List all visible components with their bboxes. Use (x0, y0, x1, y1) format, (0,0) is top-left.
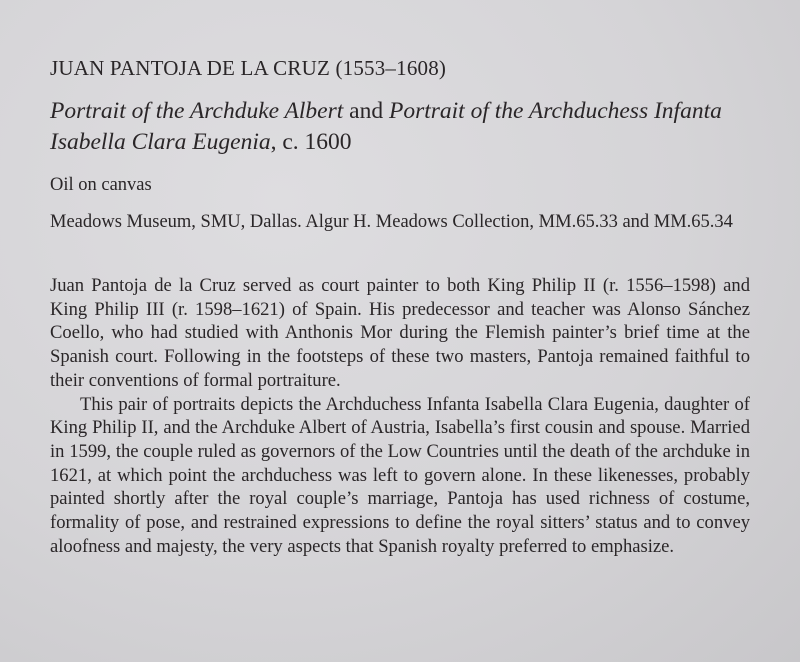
collection-credit: Meadows Museum, SMU, Dallas. Algur H. Meadows Collection, MM.65.33 and MM.65.34 (50, 212, 733, 232)
title-conjunction: and (349, 98, 384, 124)
body-paragraph: Juan Pantoja de la Cruz served as court painter to both King Philip II (r. 1556–1598) and King Philip III (r. 1598–1621) of Spain. His predecessor and teacher was Alonso Sánchez Coello, who had studied with Anthonis Mor during the Flemish painter’s brief time at the Spanish court. Following in the footsteps of these two masters, Pantoja remained faithful to their conventions of formal portraiture. (50, 275, 750, 391)
title-part-2: Portrait of the Archduchess Infanta Isabella Clara Eugenia (50, 98, 722, 155)
artist-dates: (1553–1608) (335, 56, 447, 80)
title-part-1: Portrait of the Archduke Albert (50, 98, 344, 124)
artist-heading (50, 56, 752, 81)
body-paragraph: This pair of portraits depicts the Archduchess Infanta Isabella Clara Eugenia, daughter of King Philip II, and the Archduke Albert of Austria, Isabella’s first cousin and spouse. Married in 1599, the couple ruled as governors of the Low Countries until the death of the archduke in 1621, at which point the archduchess was left to govern alone. In these likenesses, probably painted shortly after the royal couple’s marriage, Pantoja has used richness of costume, formality of pose, and restrained expressions to define the royal sitters’ status and to convey aloofness and majesty, the very aspects that Spanish royalty preferred to emphasize. (50, 393, 750, 557)
title-date: , c. 1600 (270, 129, 352, 155)
artist-name: JUAN PANTOJA DE LA CRUZ (50, 56, 330, 80)
artwork-medium: Oil on canvas (50, 175, 152, 195)
label-body (50, 274, 750, 558)
artwork-title (50, 96, 752, 158)
